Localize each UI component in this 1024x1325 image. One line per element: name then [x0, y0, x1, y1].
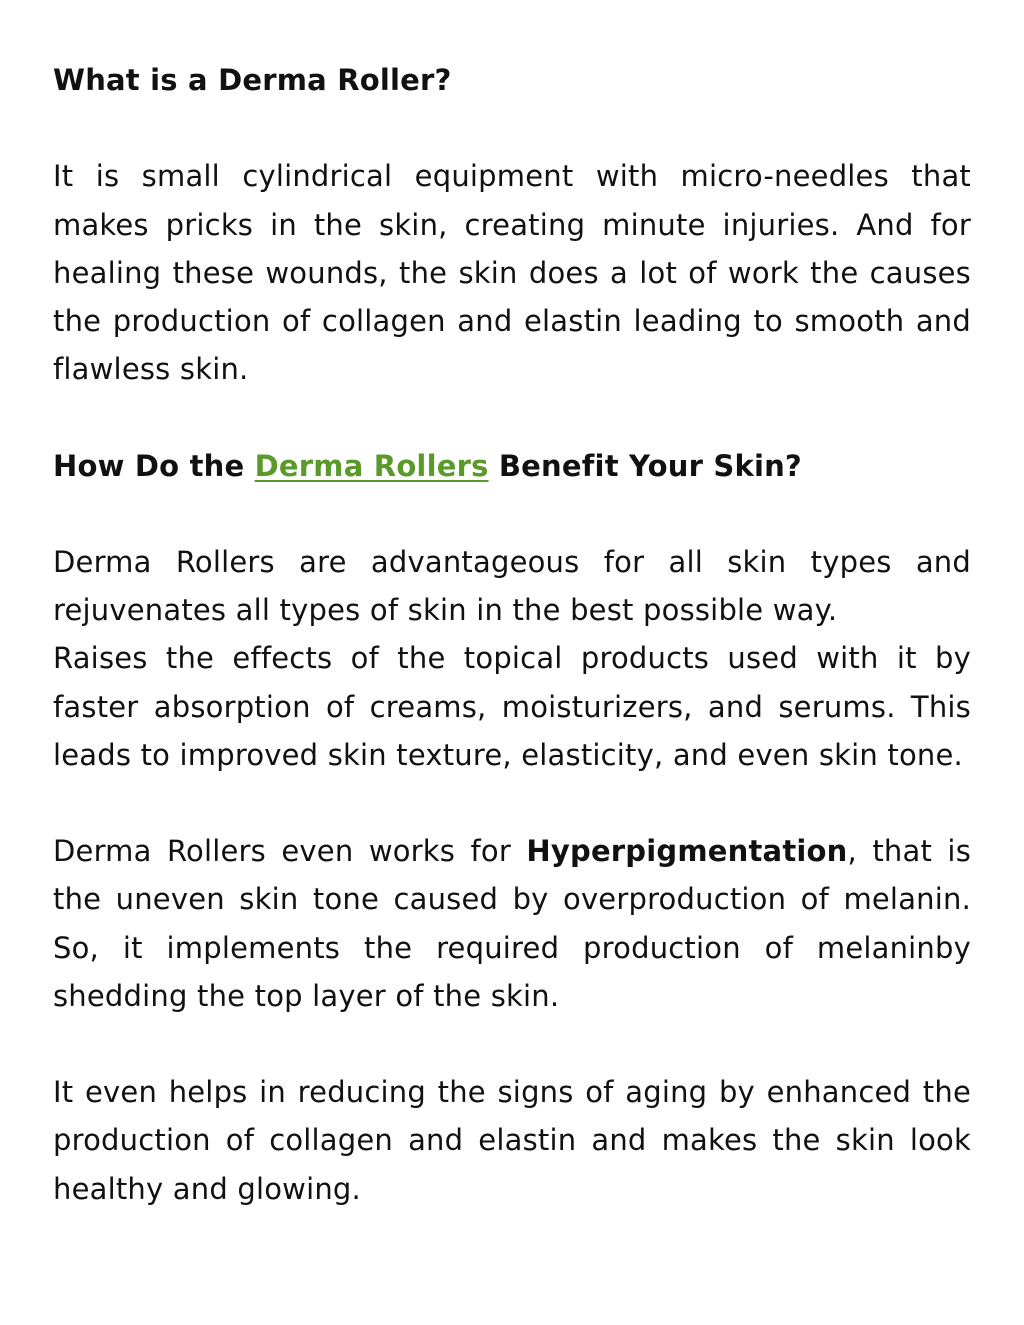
hyperpigmentation-term: Hyperpigmentation	[526, 834, 848, 869]
hyperpigmentation-prefix: Derma Rollers even works for	[53, 834, 527, 869]
section-heading-benefits	[53, 442, 971, 490]
section-heading-what-is: What is a Derma Roller?	[53, 63, 452, 97]
document-page	[53, 56, 971, 1213]
paragraph-skin-types: Derma Rollers are advantageous for all skin types and rejuvenates all types of skin in the best possible way.	[53, 544, 971, 628]
paragraph-absorption: Raises the effects of the topical products used with it by faster absorption of creams, moisturizers, and serums. This leads to improved skin texture, elasticity, and even skin tone.	[53, 641, 971, 772]
heading-suffix: Benefit Your Skin?	[488, 448, 802, 483]
spacer	[53, 490, 971, 538]
spacer	[53, 1020, 971, 1068]
spacer	[53, 104, 971, 152]
hyperpigmentation-suffix: , that is the uneven skin tone caused by overproduction of melanin. So, it implements the required production of melaninby shedding the top layer of the skin.	[53, 834, 972, 1013]
paragraph-aging: It even helps in reducing the signs of aging by enhanced the production of collagen and elastin and makes the skin look healthy and glowing.	[53, 1075, 971, 1206]
spacer	[53, 779, 971, 827]
paragraph-hyperpigmentation	[53, 827, 971, 1020]
heading-prefix: How Do the	[53, 448, 255, 483]
spacer	[53, 393, 971, 441]
paragraph-definition: It is small cylindrical equipment with micro-needles that makes pricks in the skin, creating minute injuries. And for healing these wounds, the skin does a lot of work the causes the production of collagen and elastin leading to smooth and flawless skin.	[53, 159, 971, 387]
derma-rollers-link[interactable]: Derma Rollers	[254, 448, 489, 483]
